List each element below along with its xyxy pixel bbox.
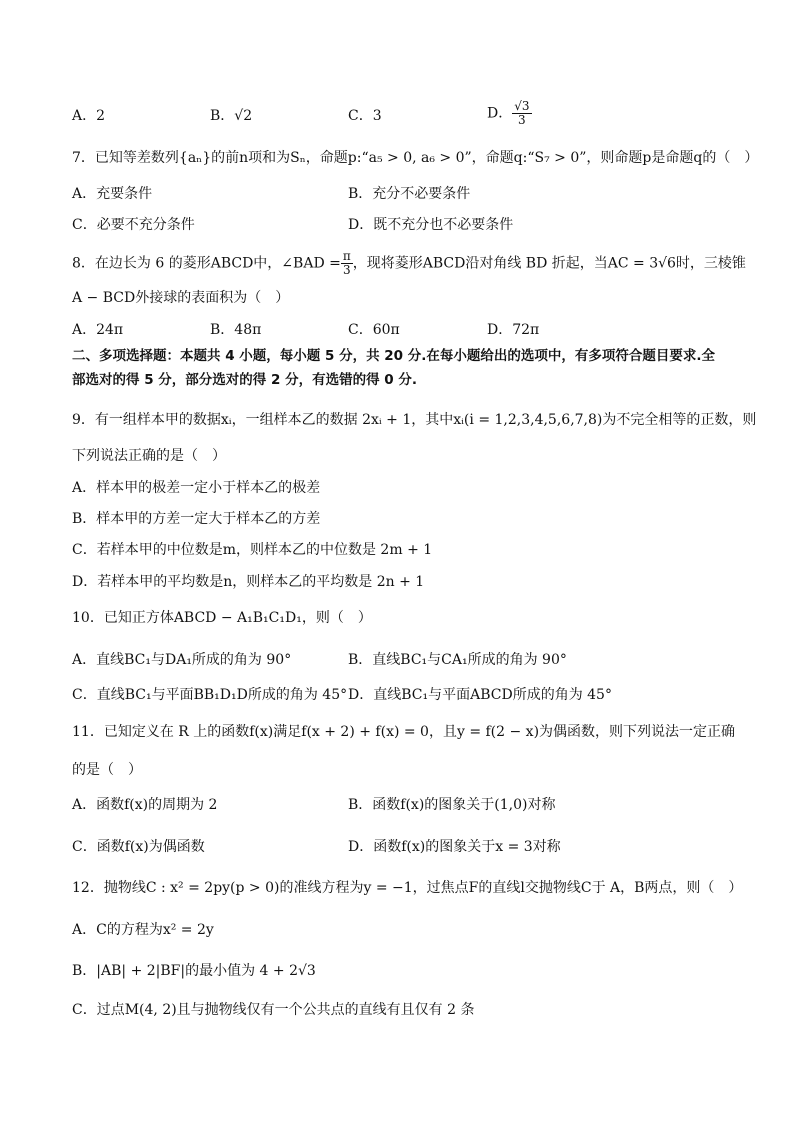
fraction-numerator: π	[342, 249, 351, 263]
q12-option-a: A．C的方程为x² = 2y	[72, 922, 214, 938]
q6-option-c: C．3	[348, 108, 382, 124]
fraction-denominator: 3	[518, 113, 526, 127]
q8-stem-part1: 8．在边长为 6 的菱形ABCD中，∠BAD =	[72, 255, 341, 272]
q6-option-d-prefix: D．	[487, 105, 513, 122]
q7-option-b: B．充分不必要条件	[348, 186, 471, 202]
q7-option-a: A．充要条件	[72, 186, 153, 202]
q8-option-c: C．60π	[348, 322, 400, 338]
q11-option-a: A．函数f(x)的周期为 2	[72, 797, 218, 813]
fraction-denominator: 3	[342, 263, 351, 277]
q11-option-b: B．函数f(x)的图象关于(1,0)对称	[348, 797, 556, 813]
q8-option-d: D．72π	[487, 322, 540, 338]
q6-option-b: B．√2	[210, 108, 253, 124]
q12-option-b: B．|AB| + 2|BF|的最小值为 4 + 2√3	[72, 963, 316, 979]
fraction-numerator: √3	[514, 99, 530, 113]
q10-option-b: B．直线BC₁与CA₁所成的角为 90°	[348, 652, 567, 668]
q8-stem-part2: ，现将菱形ABCD沿对角线 BD 折起，当AC = 3√6时，三棱锥	[352, 255, 746, 272]
q12-stem: 12．抛物线C : x² = 2py(p > 0)的准线方程为y = −1，过焦点F的直线l交抛物线C于 A，B两点，则（ ）	[72, 880, 743, 896]
q6-option-d	[487, 100, 532, 127]
q10-stem: 10．已知正方体ABCD − A₁B₁C₁D₁，则（ ）	[72, 610, 372, 626]
q9-option-a: A．样本甲的极差一定小于样本乙的极差	[72, 480, 321, 496]
q7-stem: 7．已知等差数列{aₙ}的前n项和为Sₙ，命题p:“a₅ > 0, a₆ > 0”，命题q:“S₇ > 0”，则命题p是命题q的（ ）	[72, 150, 759, 166]
q11-stem-line2: 的是（ ）	[72, 762, 142, 778]
q11-option-d: D．函数f(x)的图象关于x = 3对称	[348, 839, 561, 855]
q8-option-b: B．48π	[210, 322, 262, 338]
q8-stem-line2: A − BCD外接球的表面积为（ ）	[72, 290, 290, 306]
q9-option-d: D．若样本甲的平均数是n，则样本乙的平均数是 2n + 1	[72, 574, 425, 590]
section2-heading-line2: 部选对的得 5 分，部分选对的得 2 分，有选错的得 0 分.	[72, 372, 418, 388]
q9-stem-line2: 下列说法正确的是（ ）	[72, 448, 226, 464]
q6-option-a: A．2	[72, 108, 106, 124]
q7-option-d: D．既不充分也不必要条件	[348, 217, 514, 233]
q8-angle-fraction	[341, 250, 353, 277]
q9-option-b: B．样本甲的方差一定大于样本乙的方差	[72, 511, 321, 527]
q10-option-c: C．直线BC₁与平面BB₁D₁D所成的角为 45°	[72, 687, 348, 703]
q8-stem-line1	[72, 250, 746, 277]
q9-option-c: C．若样本甲的中位数是m，则样本乙的中位数是 2m + 1	[72, 542, 433, 558]
q11-stem-line1: 11．已知定义在 R 上的函数f(x)满足f(x + 2) + f(x) = 0，且y = f(2 − x)为偶函数，则下列说法一定正确	[72, 724, 736, 740]
q11-option-c: C．函数f(x)为偶函数	[72, 839, 205, 855]
q8-option-a: A．24π	[72, 322, 124, 338]
q9-stem-line1: 9．有一组样本甲的数据xᵢ，一组样本乙的数据 2xᵢ + 1，其中xᵢ(i = 1,2,3,4,5,6,7,8)为不完全相等的正数，则	[72, 412, 757, 428]
section2-heading-line1: 二、多项选择题：本题共 4 小题，每小题 5 分，共 20 分.在每小题给出的选项中，有多项符合题目要求.全	[72, 348, 716, 364]
q12-option-c: C．过点M(4, 2)且与抛物线仅有一个公共点的直线有且仅有 2 条	[72, 1002, 475, 1018]
q6-option-d-fraction	[512, 100, 531, 127]
q7-option-c: C．必要不充分条件	[72, 217, 195, 233]
q10-option-d: D．直线BC₁与平面ABCD所成的角为 45°	[348, 687, 612, 703]
q10-option-a: A．直线BC₁与DA₁所成的角为 90°	[72, 652, 292, 668]
